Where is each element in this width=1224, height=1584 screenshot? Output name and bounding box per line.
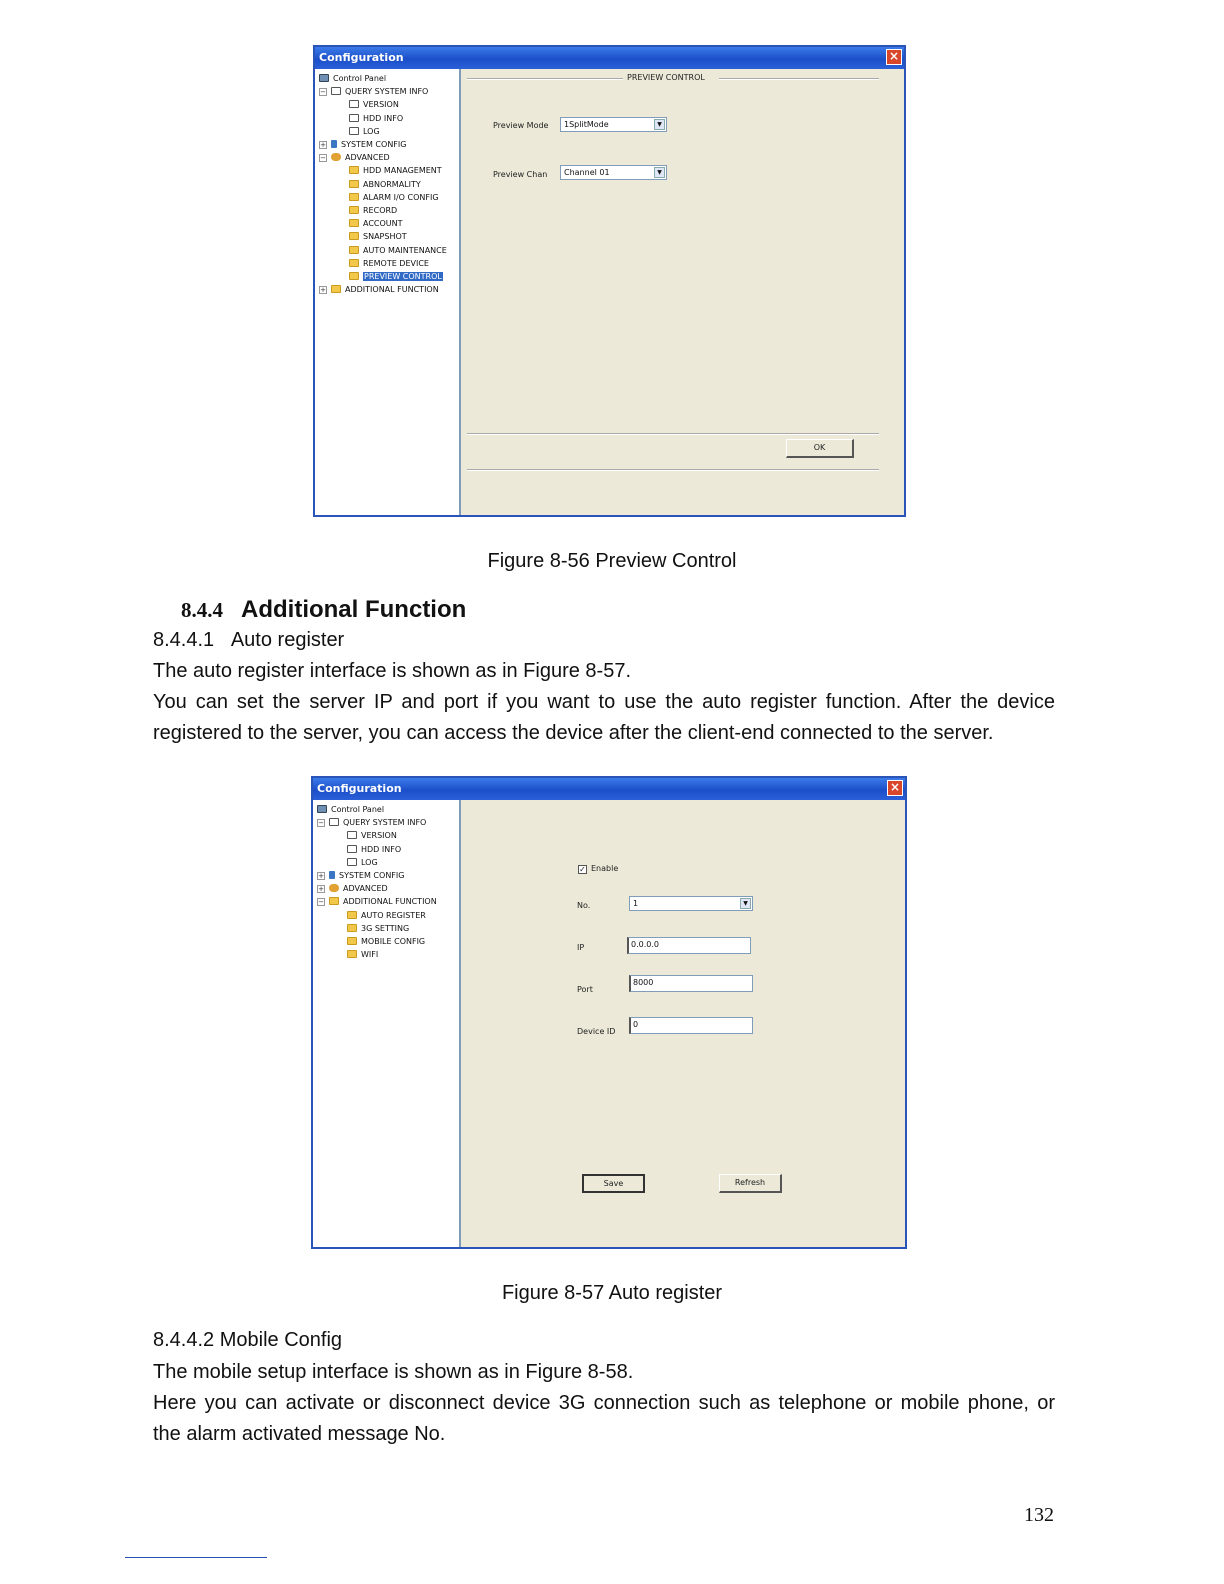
panel-icon [317,805,327,813]
tree-item-label: SYSTEM CONFIG [341,140,407,149]
group-line-left [467,78,623,80]
expand-icon[interactable]: + [318,872,324,880]
tool-icon [331,140,337,148]
preview-mode-label: Preview Mode [493,121,549,130]
tree-item-label: MOBILE CONFIG [361,937,426,946]
chevron-down-icon[interactable]: ▼ [654,167,665,178]
tree-item-additional-function[interactable] [319,283,439,296]
preview-chan-label: Preview Chan [493,170,548,179]
device-id-input[interactable]: 0 [629,1017,753,1034]
tree-item-label: AUTO REGISTER [361,910,426,920]
subsection-mobile-config: 8.4.4.2 Mobile Config [153,1329,343,1351]
folder-icon [349,259,359,267]
collapse-icon[interactable]: − [320,88,326,97]
tree-item-version[interactable] [347,829,397,842]
folder-icon [349,206,359,214]
group-title: PREVIEW CONTROL [627,73,705,82]
folder-icon [329,897,339,905]
tree-item-label: ACCOUNT [363,219,403,229]
tree-item-query-system-info[interactable] [319,85,428,98]
tree-item-system-config[interactable] [317,869,404,882]
tree-item-label: ADDITIONAL FUNCTION [345,285,439,295]
tree-item-label: QUERY SYSTEM INFO [345,87,429,97]
note-icon [347,831,357,839]
figure-caption-2: Figure 8-57 Auto register [501,1282,723,1304]
folder-icon [347,924,357,932]
auto-register-window [311,776,907,1249]
note-icon [349,100,359,108]
tree-item-additional-function[interactable] [317,895,437,908]
paragraph: The mobile setup interface is shown as in Figure 8-58. [153,1361,634,1383]
expand-icon[interactable]: + [320,286,326,295]
ip-input[interactable]: 0.0.0.0 [627,937,751,954]
tree-item-remote-device[interactable] [349,257,429,270]
tree-item-label: 3G SETTING [361,923,410,933]
tree-item-abnormality[interactable] [349,178,421,191]
ok-button[interactable]: OK [786,439,854,458]
expand-icon[interactable]: + [320,141,326,149]
window-title: Configuration [319,51,404,64]
close-icon[interactable]: × [887,780,903,796]
chevron-down-icon[interactable]: ▼ [654,119,665,130]
tree-item-version[interactable] [349,98,399,111]
folder-icon [349,246,359,254]
auto-register-panel [461,800,905,1247]
tree-item-label: ADDITIONAL FUNCTION [343,897,437,907]
tree-item-preview-control[interactable] [349,270,443,283]
folder-icon [349,219,359,227]
tree-item-label: PREVIEW CONTROL [364,272,442,281]
paragraph: You can set the server IP and port if you want to use the auto register function. After the device [153,691,1055,713]
folder-icon [347,911,357,919]
section-number: 8.4.4 [181,598,223,622]
tree-item-hdd-management[interactable] [349,164,442,177]
collapse-icon[interactable]: − [318,819,324,828]
preview-chan-value: Channel 01 [564,168,610,177]
tree-item-control-panel[interactable] [317,803,384,816]
preview-mode-select[interactable] [560,117,667,132]
tree-item-mobile-config[interactable] [347,935,425,948]
tree-item-label: HDD INFO [361,844,402,854]
tree-item-label: ABNORMALITY [363,179,421,189]
group-line-right [719,78,879,80]
window-title-bar [315,47,904,69]
no-value: 1 [633,899,639,908]
tree-item-label: AUTO MAINTENANCE [363,245,447,255]
divider [467,433,879,435]
paragraph: The auto register interface is shown as in Figure 8-57. [153,660,632,682]
paragraph: Here you can activate or disconnect device 3G connection such as telephone or mobile phone, or [153,1392,1055,1414]
window-title: Configuration [317,782,402,795]
device-id-label: Device ID [577,1027,616,1036]
close-icon[interactable]: × [886,49,902,65]
tree-item-system-config[interactable] [319,138,406,151]
folder-icon [349,193,359,201]
tree-item-wifi[interactable] [347,948,378,961]
chevron-down-icon[interactable]: ▼ [740,898,751,909]
panel-icon [319,74,329,82]
note-icon [329,818,339,826]
tree-item-alarm-i-o-config[interactable] [349,191,439,204]
section-title: Additional Function [241,596,467,623]
tree-item-label: Control Panel [333,74,387,83]
tree-item-snapshot[interactable] [349,230,407,243]
tree-item-label: REMOTE DEVICE [363,258,429,268]
folder-icon [331,285,341,293]
note-icon [347,845,357,853]
folder-icon [349,180,359,188]
tree-item-label: HDD MANAGEMENT [363,166,442,176]
tool-icon [329,871,335,879]
tree-item-account[interactable] [349,217,403,230]
collapse-icon[interactable]: − [318,898,324,907]
save-button[interactable]: Save [582,1174,645,1193]
window-title-bar [313,778,905,800]
tree-item-label: ALARM I/O CONFIG [363,192,439,202]
preview-control-window [313,45,906,517]
tree-item-auto-maintenance[interactable] [349,244,447,257]
paragraph: the alarm activated message No. [153,1423,446,1445]
folder-icon [349,232,359,240]
preview-chan-select[interactable] [560,165,667,180]
divider [467,469,879,471]
tree-item-hdd-info[interactable] [349,112,403,125]
enable-checkbox[interactable] [578,864,618,874]
figure-caption-1: Figure 8-56 Preview Control [487,550,737,572]
gear-icon [329,884,339,892]
paragraph: registered to the server, you can access the device after the client-end connected to the server. [153,722,994,744]
tree-item-label: SNAPSHOT [363,232,407,242]
tree-item-record[interactable] [349,204,397,217]
tree-item-label: VERSION [361,831,397,841]
note-icon [331,87,341,95]
config-tree [313,800,461,1247]
note-icon [349,114,359,122]
preview-control-panel [461,69,904,515]
tree-item-label: ADVANCED [345,153,390,163]
no-label: No. [577,901,591,910]
port-input[interactable]: 8000 [629,975,753,992]
tree-item-label: WIFI [361,950,379,960]
tree-item-log[interactable] [349,125,380,138]
tree-item-label: LOG [363,126,380,136]
tree-item-label: SYSTEM CONFIG [339,871,405,880]
enable-label: Enable [591,864,619,873]
tree-item-label: QUERY SYSTEM INFO [343,818,427,828]
page-number: 132 [1024,1504,1054,1526]
tree-item-3g-setting[interactable] [347,922,409,935]
tree-item-advanced[interactable] [317,882,388,895]
tree-item-label: Control Panel [331,805,385,814]
tree-item-label: LOG [361,857,378,867]
tree-item-auto-register[interactable] [347,909,426,922]
tree-item-control-panel[interactable] [319,72,386,85]
tree-item-hdd-info[interactable] [347,843,401,856]
folder-icon [349,272,359,280]
note-icon [347,858,357,866]
folder-icon [347,950,357,958]
refresh-button[interactable]: Refresh [719,1174,782,1193]
folder-icon [349,166,359,174]
footnote-rule [125,1557,267,1558]
subsection-auto-register: 8.4.4.1 Auto register [153,629,345,651]
config-tree [315,69,461,515]
check-icon[interactable]: ✓ [579,865,586,874]
gear-icon [331,153,341,161]
tree-item-label: VERSION [363,100,399,110]
tree-item-query-system-info[interactable] [317,816,426,829]
collapse-icon[interactable]: − [320,154,326,163]
tree-item-label: RECORD [363,206,398,215]
tree-item-advanced[interactable] [319,151,390,164]
expand-icon[interactable]: + [318,885,324,894]
tree-item-log[interactable] [347,856,378,869]
preview-mode-value: 1SplitMode [564,120,609,129]
tree-item-label: ADVANCED [343,884,388,894]
port-label: Port [577,985,593,994]
section-heading [181,596,466,624]
tree-item-label: HDD INFO [363,113,404,123]
no-select[interactable] [629,896,753,911]
folder-icon [347,937,357,945]
ip-label: IP [577,943,585,952]
note-icon [349,127,359,135]
